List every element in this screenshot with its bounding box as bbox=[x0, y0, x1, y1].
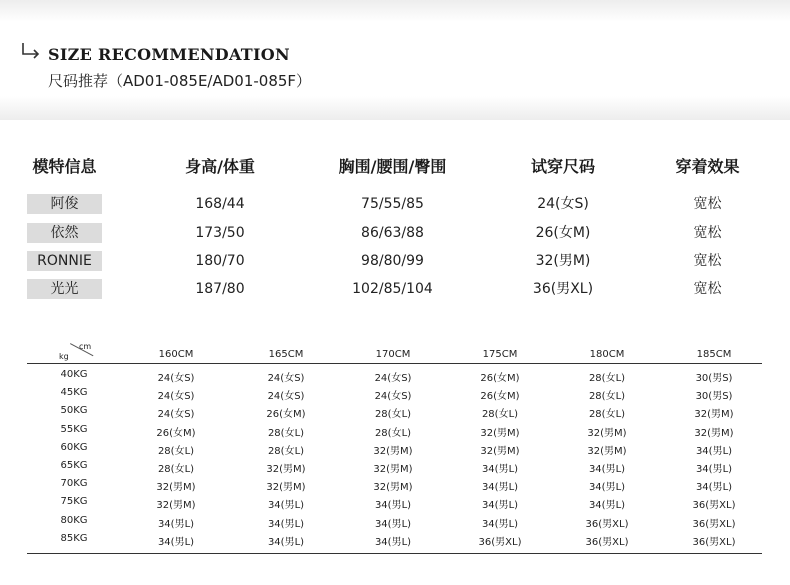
title-en: SIZE RECOMMENDATION bbox=[48, 45, 290, 64]
model-effect: 宽松 bbox=[693, 253, 722, 269]
matrix-col-header: 160CM bbox=[158, 349, 194, 360]
model-measurements: 102/85/104 bbox=[352, 281, 433, 297]
matrix-cell: 34(男L) bbox=[267, 518, 305, 530]
matrix-row-header: 60KG bbox=[60, 441, 88, 453]
matrix-cell: 34(男L) bbox=[588, 464, 626, 475]
matrix-cell: 34(男L) bbox=[374, 536, 412, 548]
matrix-cell: 32(男M) bbox=[373, 482, 413, 494]
matrix-cell: 24(女S) bbox=[374, 391, 412, 403]
matrix-cell: 36(男XL) bbox=[692, 518, 736, 530]
matrix-cell: 32(男M) bbox=[694, 409, 734, 421]
matrix-col-header: 165CM bbox=[268, 349, 304, 360]
matrix-cell: 24(女S) bbox=[267, 373, 305, 384]
model-effect: 宽松 bbox=[693, 225, 722, 241]
matrix-cell: 32(男M) bbox=[480, 427, 520, 439]
matrix-cell: 32(男M) bbox=[587, 427, 627, 439]
model-measurements: 98/80/99 bbox=[361, 253, 424, 269]
model-height-weight: 187/80 bbox=[195, 281, 245, 297]
matrix-cell: 34(男L) bbox=[481, 464, 519, 475]
model-height-weight: 180/70 bbox=[195, 253, 245, 269]
matrix-cell: 32(男M) bbox=[266, 464, 306, 475]
matrix-cell: 36(男XL) bbox=[692, 500, 736, 512]
model-row bbox=[0, 279, 790, 301]
matrix-cell: 26(女M) bbox=[266, 409, 306, 421]
matrix-cell: 24(女S) bbox=[157, 391, 195, 403]
matrix-cell: 36(男XL) bbox=[692, 536, 736, 548]
model-name: RONNIE bbox=[27, 251, 102, 271]
matrix-cell: 34(男L) bbox=[267, 536, 305, 548]
matrix-row-header: 55KG bbox=[60, 423, 88, 435]
corner-kg-label: kg bbox=[59, 352, 69, 361]
matrix-cell: 28(女L) bbox=[588, 373, 626, 384]
matrix-cell: 30(男S) bbox=[695, 373, 733, 384]
matrix-cell: 24(女S) bbox=[157, 373, 195, 384]
model-effect: 宽松 bbox=[693, 196, 722, 212]
col-header-measurements: 胸围/腰围/臀围 bbox=[338, 157, 447, 176]
model-size: 24(女S) bbox=[537, 196, 589, 212]
model-height-weight: 168/44 bbox=[195, 196, 245, 212]
matrix-cell: 32(男M) bbox=[373, 464, 413, 475]
matrix-cell: 34(男L) bbox=[588, 482, 626, 494]
model-size: 32(男M) bbox=[535, 253, 591, 269]
matrix-cell: 32(男M) bbox=[480, 445, 520, 457]
title-cn: 尺码推荐（AD01-085E/AD01-085F） bbox=[48, 72, 312, 90]
model-name: 依然 bbox=[27, 223, 102, 243]
matrix-cell: 34(男L) bbox=[695, 445, 733, 457]
matrix-cell: 34(男L) bbox=[267, 500, 305, 512]
matrix-cell: 28(女L) bbox=[157, 445, 195, 457]
matrix-cell: 34(男L) bbox=[695, 482, 733, 494]
matrix-row-header: 75KG bbox=[60, 496, 88, 508]
matrix-row-header: 85KG bbox=[60, 532, 88, 544]
matrix-cell: 28(女L) bbox=[588, 409, 626, 421]
model-measurements: 86/63/88 bbox=[361, 225, 424, 241]
model-measurements: 75/55/85 bbox=[361, 196, 424, 212]
matrix-col-header: 170CM bbox=[375, 349, 411, 360]
col-header-height-weight: 身高/体重 bbox=[185, 157, 255, 176]
matrix-row-header: 45KG bbox=[60, 387, 88, 399]
model-name: 光光 bbox=[27, 279, 102, 299]
matrix-cell: 28(女L) bbox=[481, 409, 519, 421]
model-row bbox=[0, 194, 790, 216]
matrix-bottom-divider bbox=[27, 553, 762, 554]
matrix-cell: 32(男M) bbox=[266, 482, 306, 494]
matrix-cell: 24(女S) bbox=[374, 373, 412, 384]
matrix-cell: 28(女L) bbox=[157, 464, 195, 475]
matrix-col-header: 175CM bbox=[482, 349, 518, 360]
model-name: 阿俊 bbox=[27, 194, 102, 214]
matrix-cell: 28(女L) bbox=[267, 445, 305, 457]
model-size: 36(男XL) bbox=[532, 281, 594, 297]
matrix-cell: 32(男M) bbox=[156, 500, 196, 512]
matrix-cell: 28(女L) bbox=[267, 427, 305, 439]
model-row bbox=[0, 251, 790, 273]
col-header-model: 模特信息 bbox=[32, 157, 97, 176]
matrix-cell: 32(男M) bbox=[373, 445, 413, 457]
matrix-cell: 32(男M) bbox=[694, 427, 734, 439]
matrix-cell: 26(女M) bbox=[480, 391, 520, 403]
matrix-row-header: 40KG bbox=[60, 369, 88, 380]
model-row bbox=[0, 223, 790, 245]
matrix-cell: 34(男L) bbox=[157, 518, 195, 530]
return-arrow-icon bbox=[20, 42, 42, 62]
corner-cm-label: cm bbox=[79, 342, 92, 351]
matrix-cell: 28(女L) bbox=[588, 391, 626, 403]
matrix-cell: 34(男L) bbox=[374, 500, 412, 512]
matrix-row-header: 50KG bbox=[60, 405, 88, 417]
matrix-cell: 34(男L) bbox=[695, 464, 733, 475]
corner-cell bbox=[55, 342, 95, 362]
col-header-size: 试穿尺码 bbox=[530, 157, 595, 176]
matrix-cell: 32(男M) bbox=[156, 482, 196, 494]
matrix-cell: 26(女M) bbox=[156, 427, 196, 439]
matrix-cell: 36(男XL) bbox=[585, 536, 629, 548]
matrix-cell: 24(女S) bbox=[267, 391, 305, 403]
matrix-row-header: 70KG bbox=[60, 478, 88, 490]
matrix-cell: 34(男L) bbox=[157, 536, 195, 548]
matrix-col-header: 185CM bbox=[696, 349, 732, 360]
model-effect: 宽松 bbox=[693, 281, 722, 297]
matrix-cell: 28(女L) bbox=[374, 409, 412, 421]
model-height-weight: 173/50 bbox=[195, 225, 245, 241]
matrix-row-header: 80KG bbox=[60, 514, 88, 526]
matrix-row-header: 65KG bbox=[60, 460, 88, 471]
matrix-cell: 34(男L) bbox=[481, 482, 519, 494]
matrix-col-header: 180CM bbox=[589, 349, 625, 360]
matrix-cell: 32(男M) bbox=[587, 445, 627, 457]
matrix-cell: 34(男L) bbox=[374, 518, 412, 530]
matrix-cell: 30(男S) bbox=[695, 391, 733, 403]
model-size: 26(女M) bbox=[535, 225, 591, 241]
matrix-cell: 28(女L) bbox=[374, 427, 412, 439]
matrix-cell: 34(男L) bbox=[481, 518, 519, 530]
col-header-effect: 穿着效果 bbox=[675, 157, 740, 176]
matrix-cell: 24(女S) bbox=[157, 409, 195, 421]
matrix-cell: 36(男XL) bbox=[478, 536, 522, 548]
matrix-cell: 34(男L) bbox=[588, 500, 626, 512]
matrix-cell: 34(男L) bbox=[481, 500, 519, 512]
matrix-cell: 36(男XL) bbox=[585, 518, 629, 530]
matrix-cell: 26(女M) bbox=[480, 373, 520, 384]
matrix-header-divider bbox=[27, 363, 762, 364]
